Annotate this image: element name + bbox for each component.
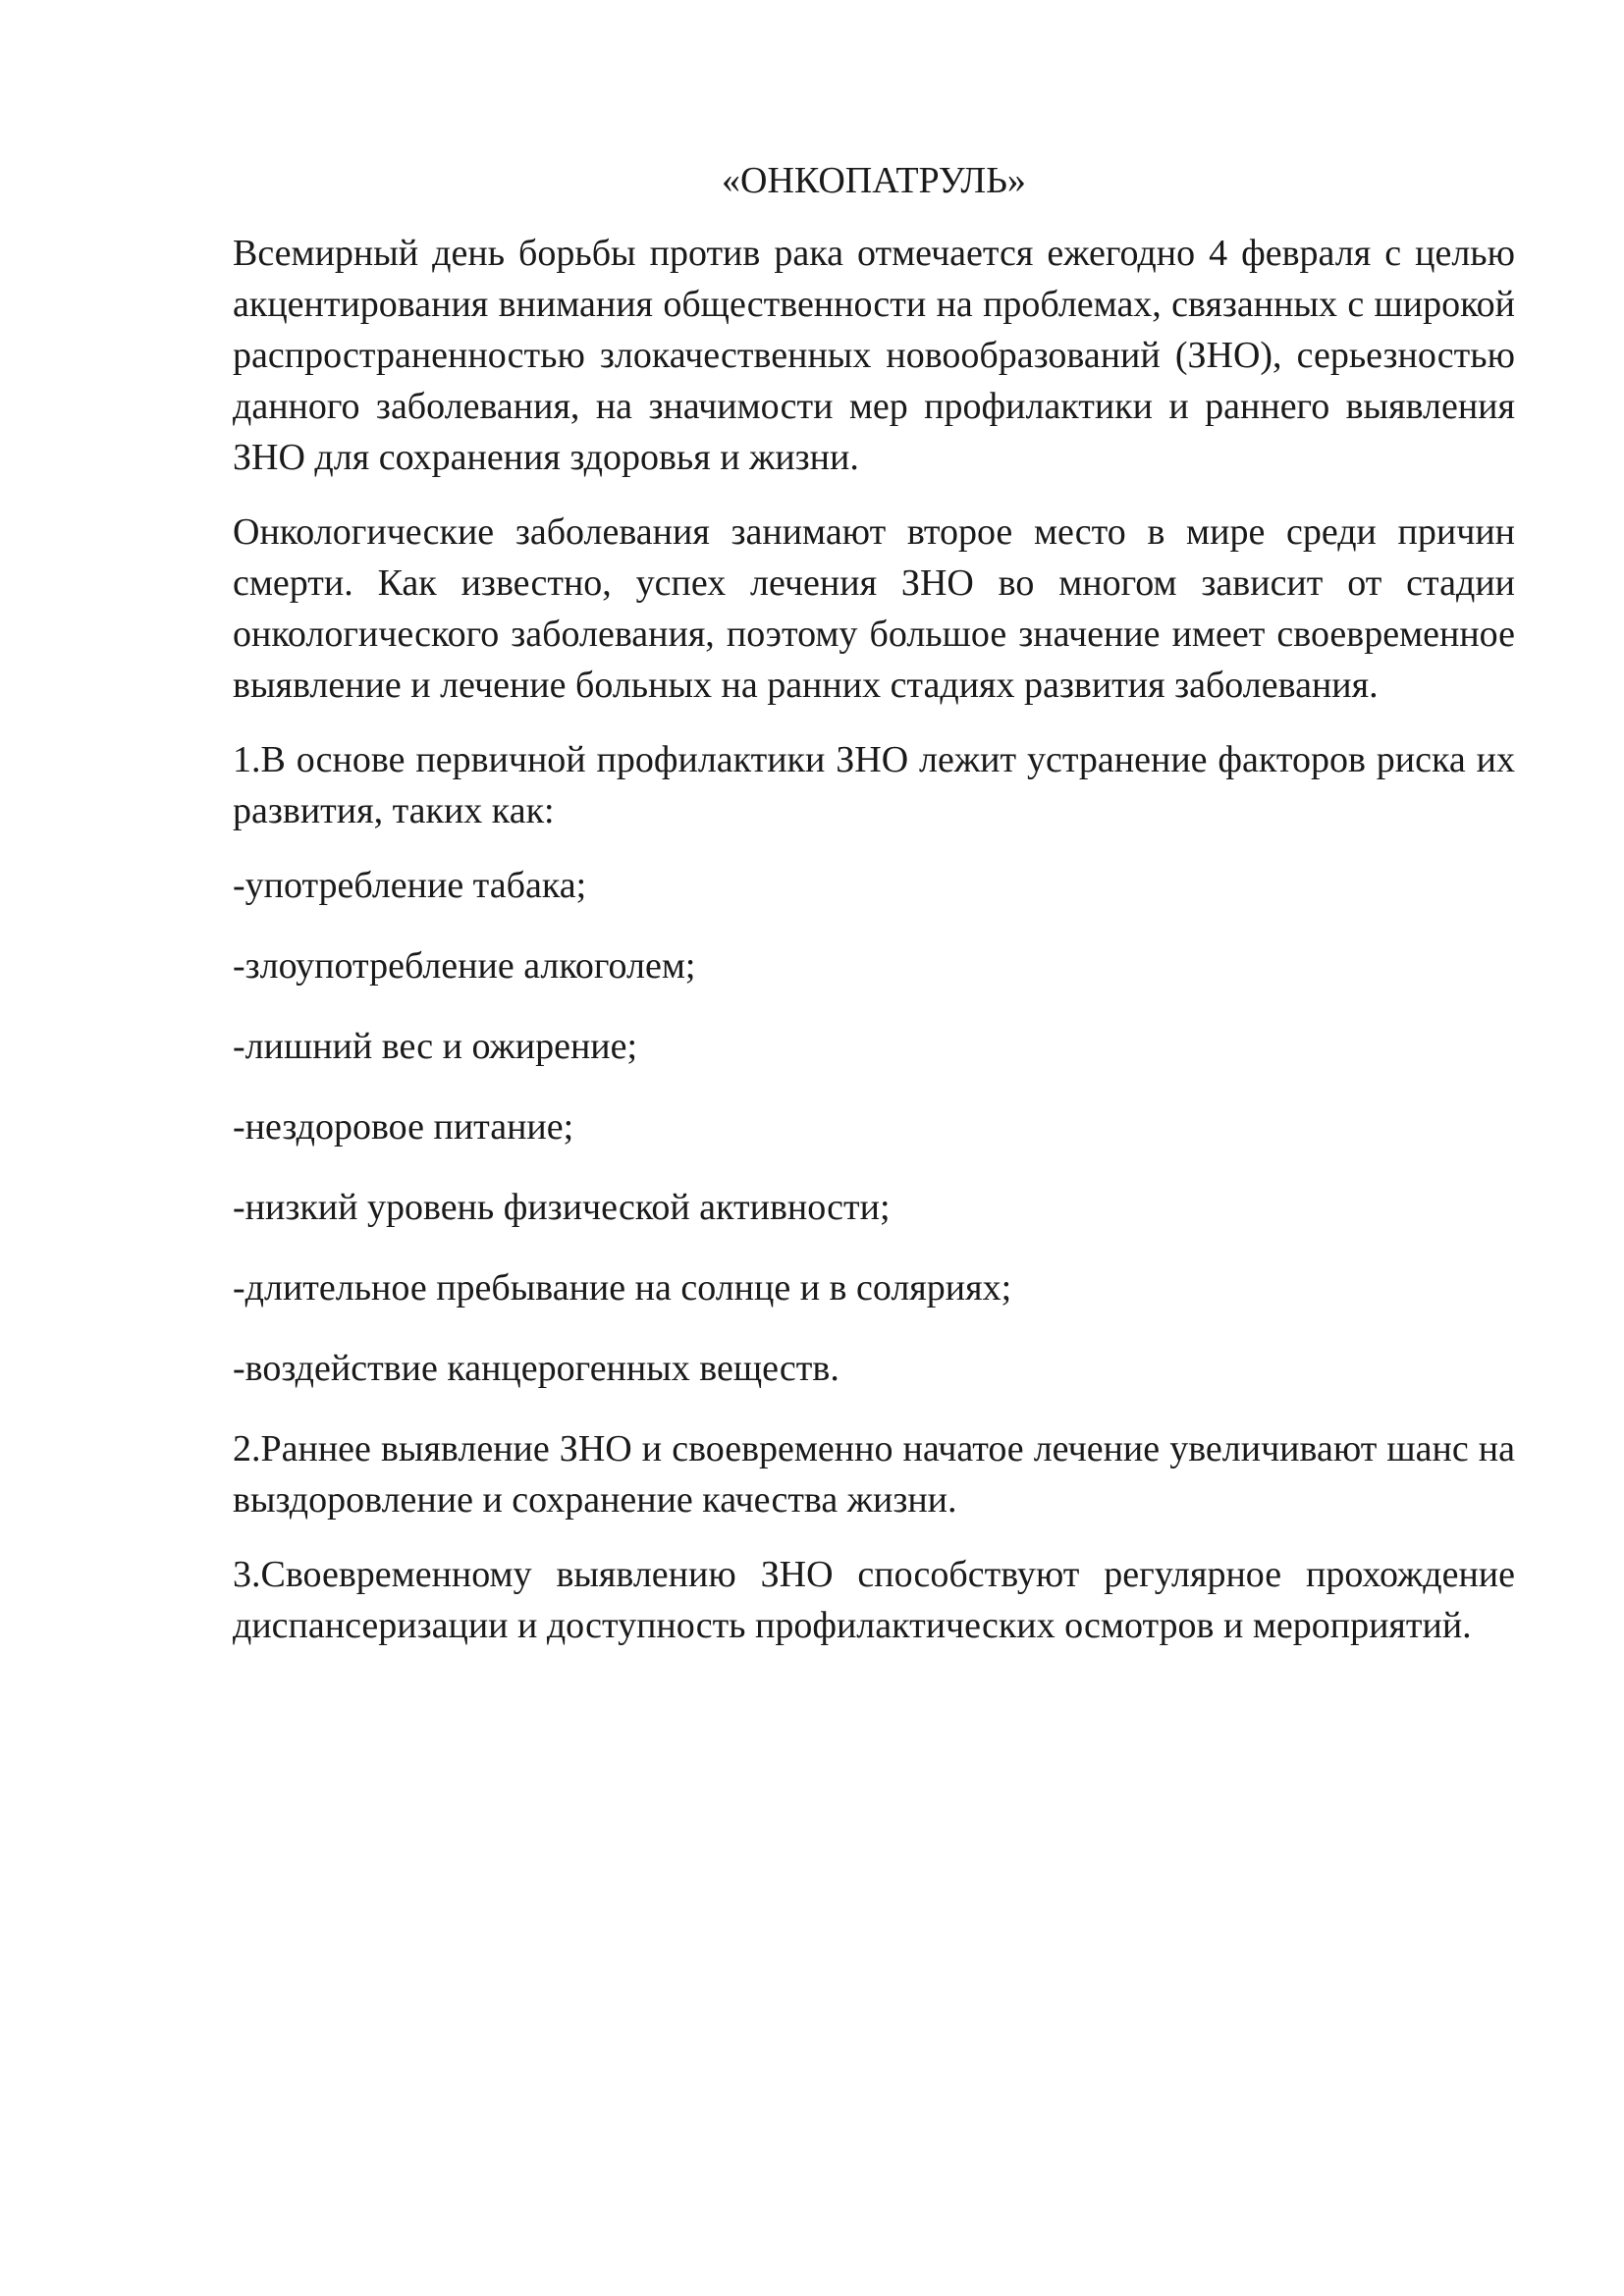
paragraph-prevention: 1.В основе первичной профилактики ЗНО лежит устранение факторов риска их развития, таких как: <box>233 739 1515 831</box>
list-item: -низкий уровень физической активности; <box>233 1187 891 1228</box>
paragraph-early-detection: 2.Раннее выявление ЗНО и своевременно начатое лечение увеличивают шанс на выздоровление и сохранение качества жизни. <box>233 1428 1515 1521</box>
list-item: -нездоровое питание; <box>233 1106 574 1148</box>
list-item: -злоупотребление алкоголем; <box>233 945 696 987</box>
document-title: «ОНКОПАТРУЛЬ» <box>722 160 1026 201</box>
list-item: -длительное пребывание на солнце и в соляриях; <box>233 1267 1012 1308</box>
list-item: -лишний вес и ожирение; <box>233 1026 638 1067</box>
list-item: -употребление табака; <box>233 865 587 906</box>
risk-factor-list <box>233 860 1515 1394</box>
list-item: -воздействие канцерогенных веществ. <box>233 1348 839 1389</box>
paragraph-oncology: Онкологические заболевания занимают второе место в мире среди причин смерти. Как известно, успех лечения ЗНО во многом зависит от стадии онкологического заболевания, поэтому большое значение имеет своевременное выявление и лечение больных на ранних стадиях развития заболевания. <box>233 511 1515 706</box>
paragraph-screening: 3.Своевременному выявлению ЗНО способствуют регулярное прохождение диспансеризации и доступность профилактических осмотров и мероприятий. <box>233 1554 1515 1646</box>
paragraph-intro: Всемирный день борьбы против рака отмечается ежегодно 4 февраля с целью акцентирования внимания общественности на проблемах, связанных с широкой распространенностью злокачественных новообразований (ЗНО), серьезностью данного заболевания, на значимости мер профилактики и раннего выявления ЗНО для сохранения здоровья и жизни. <box>233 233 1515 478</box>
document-page <box>233 147 1515 1675</box>
